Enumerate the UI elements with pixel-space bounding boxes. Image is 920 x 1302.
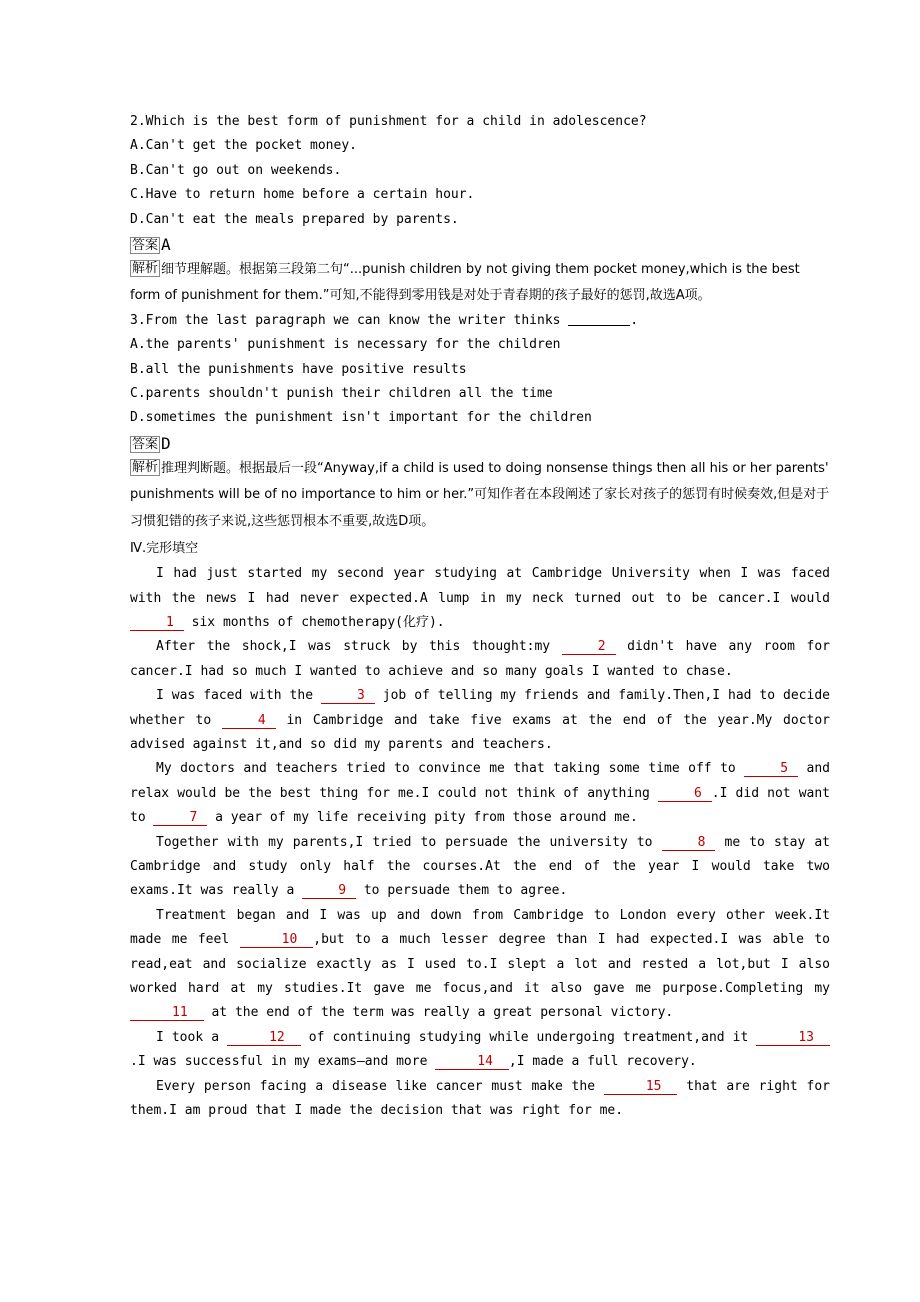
passage-text: job of telling my friends and family.Then,I had to decide whether to (130, 688, 830, 728)
cloze-paragraph (130, 904, 830, 1026)
cloze-blank-15[interactable]: 15 (604, 1079, 678, 1095)
cloze-blank-7[interactable]: 7 (153, 810, 207, 826)
passage-text: Together with my parents,I tried to persuade the university to (156, 834, 662, 850)
question-3-option-d: D.sometimes the punishment isn't important for the children (130, 410, 592, 426)
question-2-stem (130, 110, 830, 134)
passage-text: I took a (156, 1029, 228, 1045)
answer-label: 答案 (132, 238, 159, 254)
question-2-analysis-row (130, 256, 830, 309)
question-2-option-c: C.Have to return home before a certain hour. (130, 187, 475, 203)
passage-text: a year of my life receiving pity from those around me. (207, 810, 638, 826)
passage-text: ,but to a much lesser degree than I had expected.I was able to read,eat and socialize exactly as I used to.I slept a lot and rested a lot,but I also worked hard at my studies.It gave me focus,and it also gave me purpose.Completing my (130, 932, 830, 996)
passage-text: Every person facing a disease like cancer must make the (156, 1078, 604, 1094)
cloze-blank-10[interactable]: 10 (240, 932, 314, 948)
question-2-option-d: D.Can't eat the meals prepared by parents. (130, 211, 459, 227)
passage-text: at the end of the term was really a great personal victory. (203, 1005, 674, 1021)
worksheet-page (130, 110, 830, 1123)
question-3-option-b: B.all the punishments have positive results (130, 361, 467, 377)
cloze-blank-14[interactable]: 14 (435, 1054, 509, 1070)
passage-text: that are right for them.I am proud that I made the decision that was right for me. (130, 1078, 830, 1119)
cloze-paragraph (130, 831, 830, 904)
question-3-option-c: C.parents shouldn't punish their children all the time (130, 386, 553, 402)
cloze-blank-11[interactable]: 11 (130, 1005, 204, 1021)
answer-label: 答案 (132, 436, 159, 452)
question-2-option-a: A.Can't get the pocket money. (130, 138, 357, 154)
cloze-blank-3[interactable]: 3 (321, 688, 375, 704)
cloze-paragraph (130, 1026, 830, 1075)
passage-text: didn't have any room for cancer.I had so much I wanted to achieve and so many goals I wanted to chase. (130, 639, 830, 679)
passage-text: me to stay at Cambridge and study only half the courses.At the end of the year I would take two exams.It was really a (130, 834, 830, 899)
question-3-answer-row (130, 433, 830, 455)
question-2-stem-text: Which is the best form of punishment for a child in adolescence? (145, 114, 647, 129)
passage-text: I had just started my second year studying at Cambridge University when I was faced with the news I had never expected.A lump in my neck turned out to be cancer.I would (130, 566, 830, 606)
cloze-blank-5[interactable]: 5 (744, 761, 798, 777)
passage-text: .I did not want to (130, 785, 831, 826)
question-3-number: 3. (130, 312, 146, 328)
passage-text: to persuade them to agree. (356, 883, 568, 899)
question-3-blank (568, 312, 630, 326)
question-3-stem-after: . (630, 312, 639, 328)
cloze-paragraph (130, 1075, 830, 1124)
passage-text: After the shock,I was struck by this thought:my (156, 639, 562, 655)
question-3-stem-before: From the last paragraph we can know the writer thinks (145, 312, 569, 328)
cloze-paragraph (130, 684, 830, 757)
cloze-blank-9[interactable]: 9 (302, 883, 356, 899)
cloze-blank-13[interactable]: 13 (756, 1030, 830, 1046)
passage-text: My doctors and teachers tried to convince me that taking some time off to (156, 761, 745, 777)
question-2-number: 2. (130, 114, 146, 129)
cloze-paragraph (130, 562, 830, 635)
question-3-analysis-text: 推理判断题。根据最后一段“Anyway,if a child is used to doing nonsense things then all his or her parents' punishments will be of no importance to him or her.”可知作者在本段阐述了家长对孩子的惩罚有时候奏效,但是对于习惯犯错的孩子来说,这些惩罚根本不重要,故选D项。 (130, 460, 830, 529)
cloze-blank-2[interactable]: 2 (562, 639, 616, 655)
cloze-blank-4[interactable]: 4 (222, 713, 276, 729)
passage-text: ,I made a full recovery. (508, 1054, 697, 1070)
cloze-paragraph (130, 635, 830, 684)
question-2-analysis-text: 细节理解题。根据第三段第二句“...punish children by not giving them pocket money,which is the best form of punishment for them.”可知,不能得到零用钱是对处于青春期的孩子最好的惩罚,故选A项。 (130, 262, 800, 304)
cloze-paragraph (130, 757, 830, 830)
question-2-answer-row (130, 234, 830, 256)
cloze-blank-6[interactable]: 6 (658, 786, 712, 802)
passage-text: in Cambridge and take five exams at the end of the year.My doctor advised against it,and so did my parents and teachers. (130, 712, 831, 752)
analysis-label: 解析 (132, 261, 159, 277)
passage-text: I was faced with the (156, 688, 321, 704)
passage-text: of continuing studying while undergoing treatment,and it (300, 1029, 757, 1045)
question-3-answer-value: D (161, 433, 171, 453)
question-3-stem (130, 309, 830, 333)
passage-text: Treatment began and I was up and down from Cambridge to London every other week.It made me feel (130, 907, 830, 948)
passage-text: and relax would be the best thing for me.I could not think of anything (130, 761, 830, 801)
cloze-blank-8[interactable]: 8 (662, 835, 716, 851)
question-3-option-a: A.the parents' punishment is necessary for the children (130, 337, 561, 353)
analysis-label: 解析 (132, 459, 159, 475)
cloze-blank-12[interactable]: 12 (227, 1030, 301, 1046)
section-heading: Ⅳ.完形填空 (130, 541, 199, 557)
question-2-answer-value: A (161, 235, 171, 255)
question-2-option-b: B.Can't go out on weekends. (130, 162, 342, 178)
passage-text: six months of chemotherapy(化疗). (183, 614, 445, 630)
question-3-analysis-row (130, 455, 830, 534)
passage-text: .I was successful in my exams—and more (130, 1054, 436, 1070)
cloze-blank-1[interactable]: 1 (130, 615, 184, 631)
cloze-passage (130, 562, 830, 1123)
